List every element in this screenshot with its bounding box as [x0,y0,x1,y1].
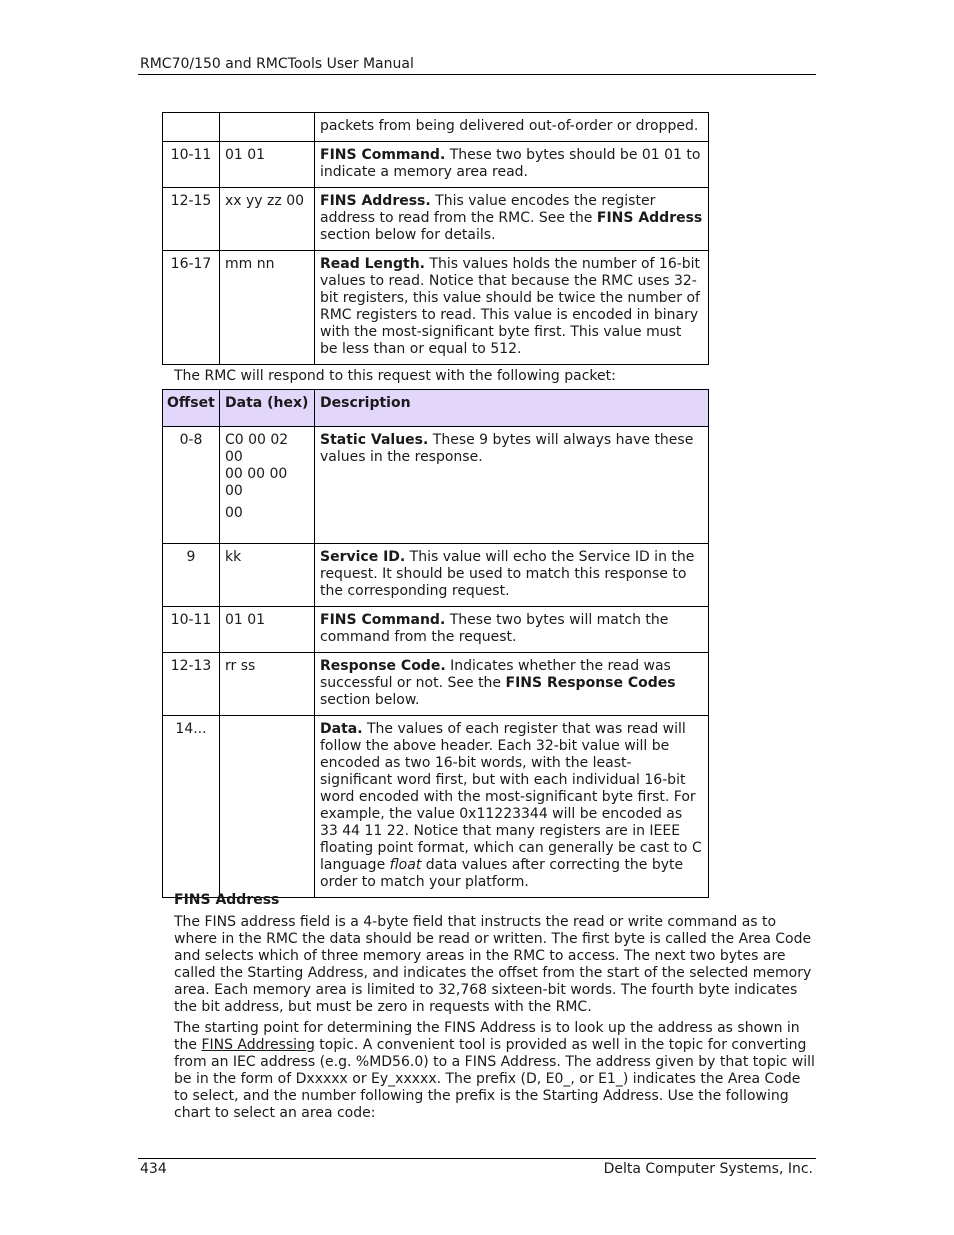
page-header-title: RMC70/150 and RMCTools User Manual [140,56,414,72]
data-cell: mm nn [220,251,315,365]
table-row [163,142,709,188]
description-term: FINS Address. [320,193,431,209]
paragraph-text: The starting point for determining the FINS Address is to look up the address as shown in the [174,1020,800,1053]
offset-cell [163,113,220,142]
header-offset: Offset [163,390,220,427]
description-text: These 9 bytes will always have these values in the response. [320,432,694,465]
response-intro-text: The RMC will respond to this request with the following packet: [174,368,616,384]
offset-cell: 9 [163,544,220,607]
description-reference: FINS Response Codes [505,675,676,691]
offset-cell: 16-17 [163,251,220,365]
table-row [163,653,709,716]
description-term: Data. [320,721,363,737]
table-row [163,716,709,898]
offset-cell: 0-8 [163,427,220,544]
table-row [163,251,709,365]
description-cell [315,653,709,716]
table-row [163,544,709,607]
description-term: Service ID. [320,549,406,565]
data-cell [220,716,315,898]
description-text: This values holds the number of 16-bit values to read. Notice that because the RMC uses 32-bit registers, this value should be twice the number of RMC registers to read. This value is encoded in binary with the most-significant byte first. This value must be less than or equal to 512. [320,256,701,357]
description-cell [315,607,709,653]
description-term: Response Code. [320,658,446,674]
description-italic-term: float [389,857,422,873]
description-text: This value encodes the register address to read from the RMC. See the [320,193,656,226]
description-text: This value will echo the Service ID in the request. It should be used to match this response to the corresponding request. [320,549,695,599]
offset-cell: 10-11 [163,607,220,653]
offset-cell: 12-15 [163,188,220,251]
description-text: Indicates whether the read was successful or not. See the [320,658,671,691]
data-cell [220,113,315,142]
table-row [163,188,709,251]
footer-company: Delta Computer Systems, Inc. [603,1161,813,1177]
description-reference: FINS Address [596,210,703,226]
description-cell [315,142,709,188]
description-text: section below. [320,692,420,708]
description-term: FINS Command. [320,147,446,163]
data-line: C0 00 02 00 [225,432,289,465]
request-table-continued [162,112,709,365]
data-cell: 01 01 [220,607,315,653]
description-cell [315,113,709,142]
data-line: 00 00 00 00 [225,466,288,499]
fins-address-paragraph [174,1020,818,1122]
data-cell: xx yy zz 00 [220,188,315,251]
data-cell [220,427,315,544]
description-cell [315,251,709,365]
footer-rule [138,1158,816,1159]
description-text: The values of each register that was read will follow the above header. Each 32-bit value will be encoded as two 16-bit words, with the least-significant word first, but with each individual 16-bit word encoded with the most-significant byte first. For example, the value 0x11223344 will be encoded as 33 44 11 22. Notice that many registers are in IEEE floating point format, which can generally be cast to C language [320,721,702,873]
data-cell: kk [220,544,315,607]
fins-addressing-link[interactable]: FINS Addressing [201,1037,315,1053]
description-text: These two bytes should be 01 01 to indicate a memory area read. [320,147,701,180]
description-cell [315,188,709,251]
data-cell: 01 01 [220,142,315,188]
header-data: Data (hex) [220,390,315,427]
data-cell: rr ss [220,653,315,716]
header-rule [138,74,816,75]
data-line: 00 [225,505,243,521]
description-cell [315,544,709,607]
description-text: section below for details. [320,227,496,243]
offset-cell: 10-11 [163,142,220,188]
table-header-row [163,390,709,427]
description-term: FINS Command. [320,612,446,628]
table-row [163,427,709,544]
page-number: 434 [140,1161,167,1177]
description-cell [315,716,709,898]
offset-cell: 14... [163,716,220,898]
description-text: These two bytes will match the command from the request. [320,612,669,645]
table-row [163,113,709,142]
offset-cell: 12-13 [163,653,220,716]
description-term: Static Values. [320,432,429,448]
header-description: Description [315,390,709,427]
table-row [163,607,709,653]
paragraph-text: topic. A convenient tool is provided as well in the topic for converting from an IEC address (e.g. %MD56.0) to a FINS Address. The address given by that topic will be in the form of Dxxxxx or Ey_xxxxx. The prefix (D, E0_, or E1_) indicates the Area Code to select, and the number following the prefix is the Starting Address. Use the following chart to select an area code: [174,1037,815,1121]
response-table [162,389,709,898]
description-text: packets from being delivered out-of-order or dropped. [320,118,699,134]
fins-address-paragraph: The FINS address field is a 4-byte field that instructs the read or write command as to where in the RMC the data should be read or written. The first byte is called the Area Code and selects which of three memory areas in the RMC to access. The next two bytes are called the Starting Address, and indicates the offset from the start of the selected memory area. Each memory area is limited to 32,768 sixteen-bit words. The fourth byte indicates the bit address, but must be zero in requests with the RMC. [174,914,812,1015]
fins-address-heading: FINS Address [174,892,280,908]
description-cell [315,427,709,544]
description-text: data values after correcting the byte order to match your platform. [320,857,684,890]
description-term: Read Length. [320,256,425,272]
